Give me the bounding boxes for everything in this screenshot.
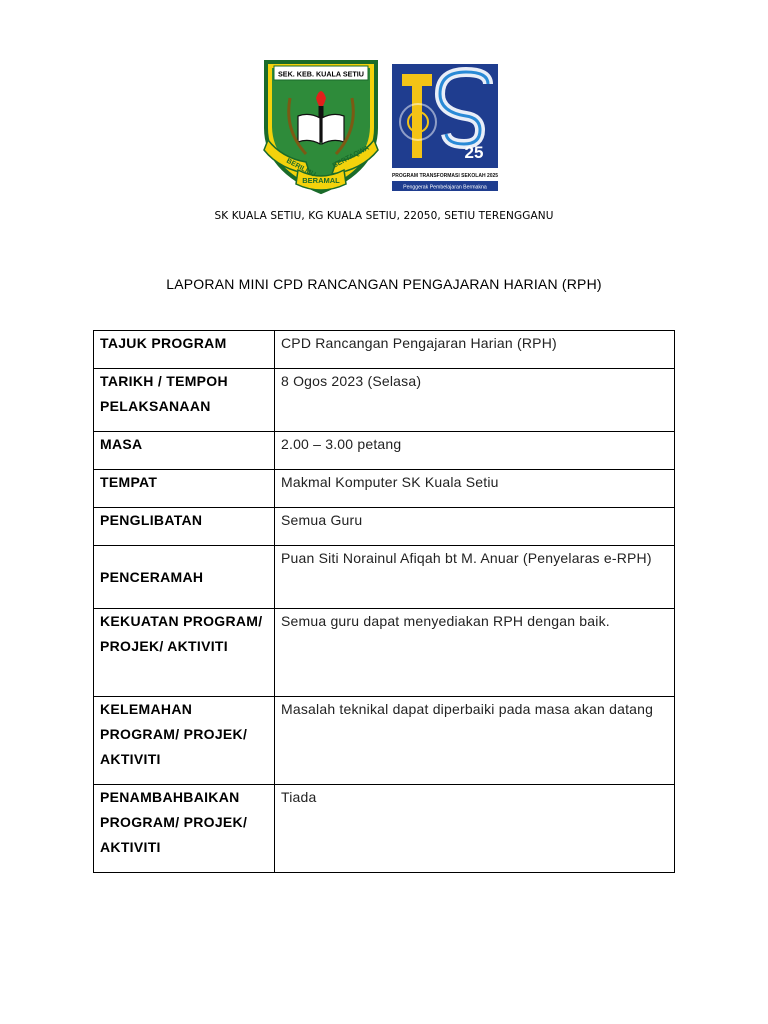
row-value: Makmal Komputer SK Kuala Setiu — [275, 470, 675, 508]
ts25-tagline-text: Penggerak Pembelajaran Bermakna — [403, 184, 487, 191]
header-logos — [0, 58, 768, 198]
row-value: Puan Siti Norainul Afiqah bt M. Anuar (Penyelaras e-RPH) — [275, 546, 675, 609]
table-row — [94, 697, 675, 785]
table-row — [94, 369, 675, 432]
ts25-caption-text: PROGRAM TRANSFORMASI SEKOLAH 2025 — [391, 173, 499, 179]
row-value: Semua Guru — [275, 508, 675, 546]
ts25-logo — [388, 60, 502, 194]
row-value: Semua guru dapat menyediakan RPH dengan baik. — [275, 609, 675, 697]
svg-text:SEK. KEB. KUALA SETIU: SEK. KEB. KUALA SETIU — [278, 69, 364, 79]
row-label: TEMPAT — [94, 470, 275, 508]
row-value: 2.00 – 3.00 petang — [275, 432, 675, 470]
school-crest-logo — [262, 58, 380, 198]
table-row — [94, 508, 675, 546]
table-row — [94, 785, 675, 873]
table-row — [94, 331, 675, 369]
row-label: PENAMBAHBAIKAN PROGRAM/ PROJEK/ AKTIVITI — [94, 785, 275, 873]
report-title: LAPORAN MINI CPD RANCANGAN PENGAJARAN HARIAN (RPH) — [166, 276, 602, 292]
row-label: PENGLIBATAN — [94, 508, 275, 546]
school-address: SK KUALA SETIU, KG KUALA SETIU, 22050, SETIU TERENGGANU — [214, 210, 554, 222]
row-value: 8 Ogos 2023 (Selasa) — [275, 369, 675, 432]
table-row — [94, 432, 675, 470]
row-label: TARIKH / TEMPOH PELAKSANAAN — [94, 369, 275, 432]
crest-ribbon-bottom-text: BERAMAL — [302, 176, 340, 185]
row-label: PENCERAMAH — [94, 546, 275, 609]
crest-ribbon-right-text: BERTAQWA — [331, 144, 371, 170]
table-row — [94, 546, 675, 609]
report-table — [93, 330, 675, 873]
row-label: KELEMAHAN PROGRAM/ PROJEK/ AKTIVITI — [94, 697, 275, 785]
row-value: CPD Rancangan Pengajaran Harian (RPH) — [275, 331, 675, 369]
table-row — [94, 470, 675, 508]
row-value: Tiada — [275, 785, 675, 873]
ts25-number-text: 25 — [464, 143, 484, 162]
row-label: TAJUK PROGRAM — [94, 331, 275, 369]
row-label: KEKUATAN PROGRAM/ PROJEK/ AKTIVITI — [94, 609, 275, 697]
row-value: Masalah teknikal dapat diperbaiki pada masa akan datang — [275, 697, 675, 785]
crest-ribbon-left-text: BERILMU — [285, 157, 317, 179]
table-row — [94, 609, 675, 697]
row-label: MASA — [94, 432, 275, 470]
